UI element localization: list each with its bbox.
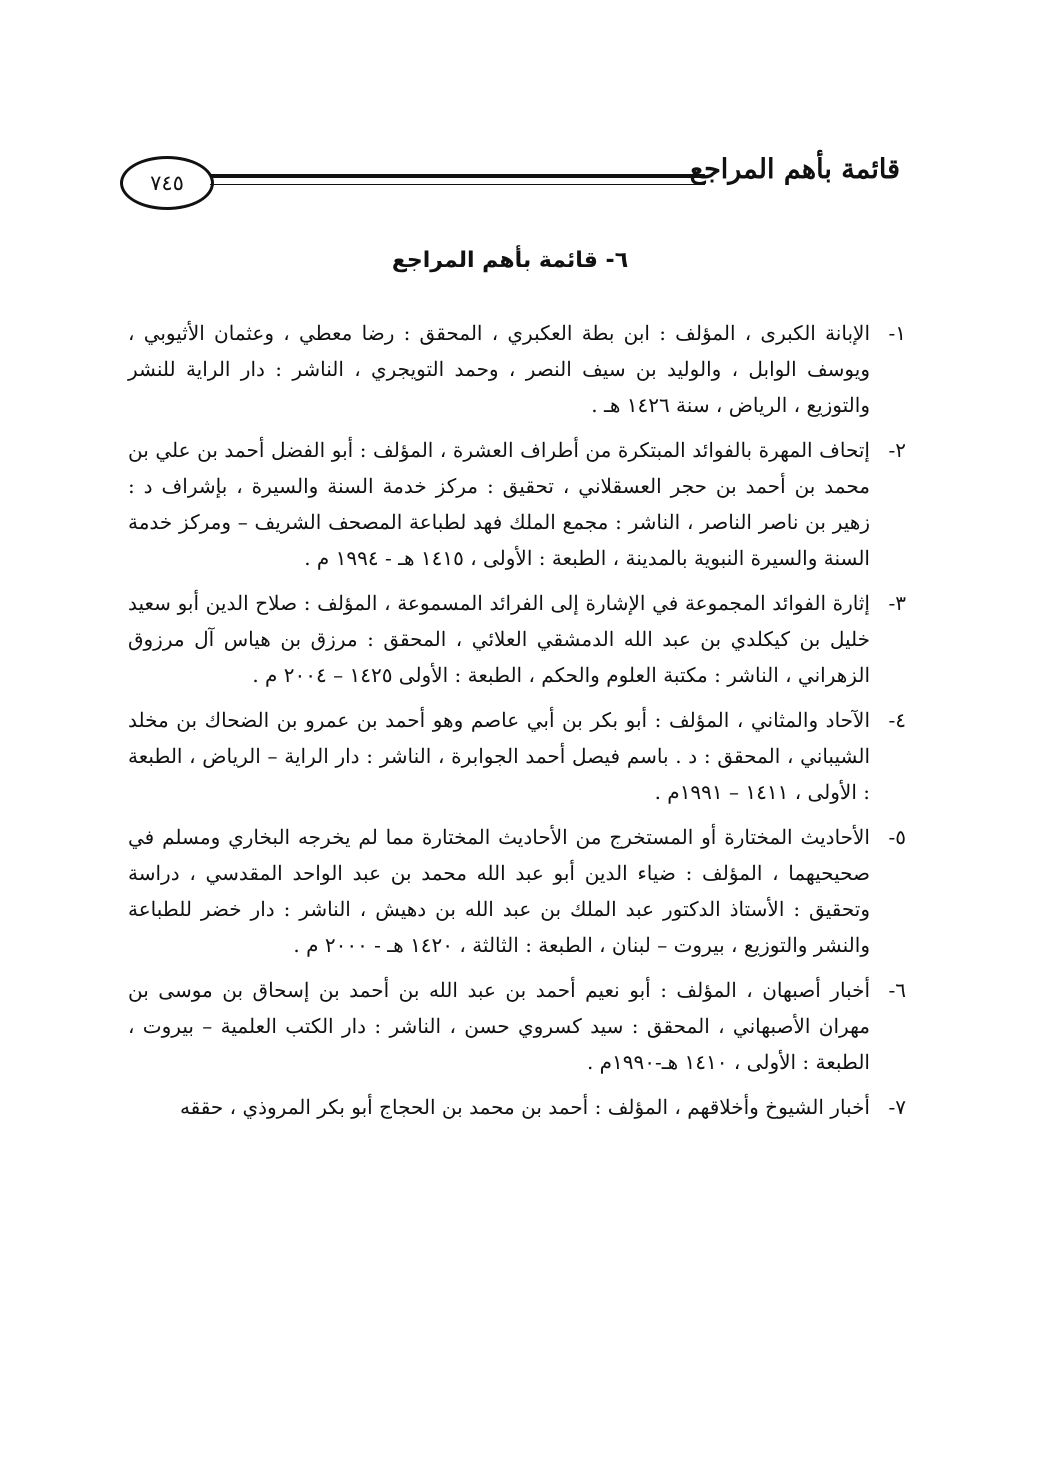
reference-number: ٣- — [888, 591, 906, 615]
reference-item — [128, 585, 906, 693]
section-title: ٦- قائمة بأهم المراجع — [391, 248, 629, 273]
reference-text: أخبار الشيوخ وأخلاقهم ، المؤلف : أحمد بن محمد بن الحجاج أبو بكر المروذي ، حققه — [179, 1095, 870, 1119]
reference-text: إتحاف المهرة بالفوائد المبتكرة من أطراف العشرة ، المؤلف : أبو الفضل أحمد بن علي بن محمد بن أحمد بن حجر العسقلاني ، تحقيق : مركز خدمة السنة والسيرة ، بإشراف د : زهير بن ناصر الناصر ، الناشر : مجمع الملك فهد لطباعة المصحف الشريف – ومركز خدمة السنة والسيرة النبوية بالمدينة ، الطبعة : الأولى ، ١٤١٥ هـ - ١٩٩٤ م . — [128, 438, 870, 570]
header-rule-thin — [210, 184, 705, 185]
reference-number: ٥- — [888, 825, 906, 849]
reference-item — [128, 702, 906, 810]
running-header — [120, 148, 900, 218]
reference-number: ٦- — [888, 978, 906, 1002]
reference-item — [128, 972, 906, 1080]
reference-text: الآحاد والمثاني ، المؤلف : أبو بكر بن أبي عاصم وهو أحمد بن عمرو بن الضحاك بن مخلد الشيباني ، المحقق : د . باسم فيصل أحمد الجوابرة ، الناشر : دار الراية – الرياض ، الطبعة : الأولى ، ١٤١١ – ١٩٩١م . — [128, 708, 870, 804]
reference-item — [128, 819, 906, 963]
reference-text: أخبار أصبهان ، المؤلف : أبو نعيم أحمد بن عبد الله بن أحمد بن إسحاق بن موسى بن مهران الأصبهاني ، المحقق : سيد كسروي حسن ، الناشر : دار الكتب العلمية – بيروت ، الطبعة : الأولى ، ١٤١٠ هـ-١٩٩٠م . — [128, 978, 870, 1074]
reference-number: ٤- — [888, 708, 906, 732]
page-number: ٧٤٥ — [150, 171, 184, 195]
reference-item — [128, 1089, 906, 1125]
header-title: قائمة بأهم المراجع — [689, 154, 900, 185]
reference-item — [128, 432, 906, 576]
header-rule-thick — [210, 174, 705, 178]
reference-list — [128, 315, 906, 1134]
reference-number: ٧- — [888, 1095, 906, 1119]
reference-number: ١- — [888, 321, 906, 345]
reference-number: ٢- — [888, 438, 906, 462]
reference-text: إثارة الفوائد المجموعة في الإشارة إلى الفرائد المسموعة ، المؤلف : صلاح الدين أبو سعيد خليل بن كيكلدي بن عبد الله الدمشقي العلائي ، المحقق : مرزق بن هياس آل مرزوق الزهراني ، الناشر : مكتبة العلوم والحكم ، الطبعة : الأولى ١٤٢٥ – ٢٠٠٤ م . — [128, 591, 870, 687]
page-number-badge — [120, 156, 214, 210]
reference-item — [128, 315, 906, 423]
reference-text: الإبانة الكبرى ، المؤلف : ابن بطة العكبري ، المحقق : رضا معطي ، وعثمان الأثيوبي ، ويوسف الوابل ، والوليد بن سيف النصر ، وحمد التويجري ، الناشر : دار الراية للنشر والتوزيع ، الرياض ، سنة ١٤٢٦ هـ . — [128, 321, 870, 417]
reference-text: الأحاديث المختارة أو المستخرج من الأحاديث المختارة مما لم يخرجه البخاري ومسلم في صحيحيهما ، المؤلف : ضياء الدين أبو عبد الله محمد بن عبد الواحد المقدسي ، دراسة وتحقيق : الأستاذ الدكتور عبد الملك بن عبد الله بن دهيش ، الناشر : دار خضر للطباعة والنشر والتوزيع ، بيروت – لبنان ، الطبعة : الثالثة ، ١٤٢٠ هـ - ٢٠٠٠ م . — [128, 825, 870, 957]
